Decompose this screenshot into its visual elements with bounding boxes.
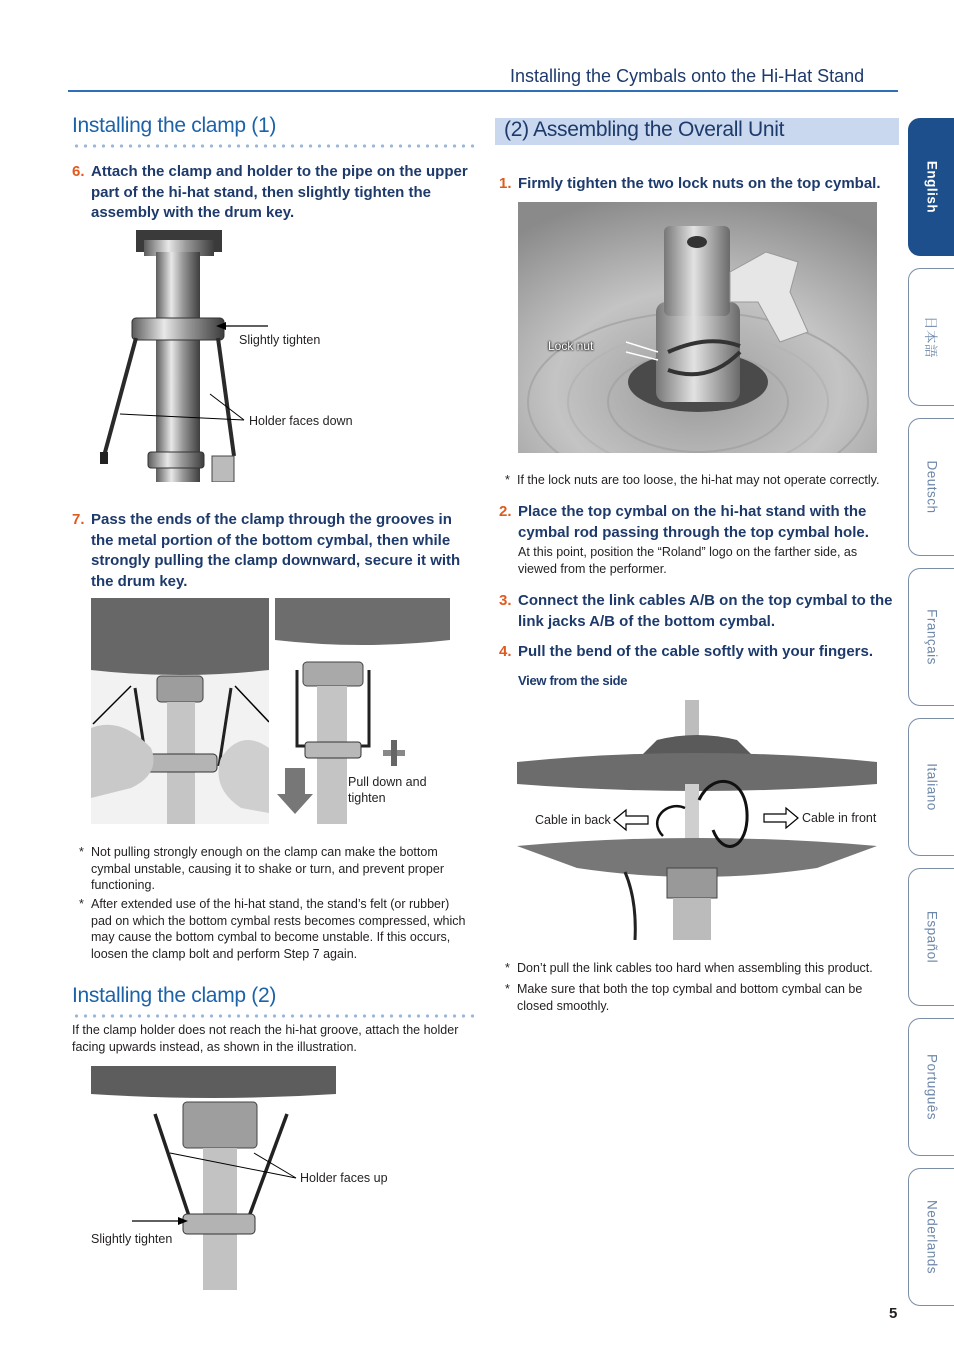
step-r4-number: 4. bbox=[499, 643, 512, 660]
step-r2-text: Place the top cymbal on the hi-hat stand with the cymbal rod passing through the top cymbal hole. bbox=[518, 503, 869, 541]
step-r4 bbox=[499, 642, 899, 663]
step-7-number: 7. bbox=[72, 511, 85, 528]
step-r2-number: 2. bbox=[499, 503, 512, 520]
step-6 bbox=[72, 162, 472, 224]
label-cable-in-back: Cable in back bbox=[535, 813, 611, 827]
label-cable-in-front: Cable in front bbox=[802, 811, 877, 825]
section-title-clamp-1: Installing the clamp (1) bbox=[72, 114, 277, 137]
view-from-side-label: View from the side bbox=[518, 673, 628, 688]
arrow-left-icon bbox=[612, 808, 652, 832]
step-r1 bbox=[499, 174, 899, 195]
photo-pulling-clamp bbox=[91, 598, 269, 824]
page-number: 5 bbox=[889, 1305, 898, 1322]
photo-hands-clamp bbox=[91, 598, 269, 824]
tab-nederlands[interactable]: Nederlands bbox=[908, 1168, 954, 1306]
step-6-number: 6. bbox=[72, 163, 85, 180]
label-pull-down-line2: tighten bbox=[348, 791, 386, 805]
tab-italiano[interactable]: Italiano bbox=[908, 718, 954, 856]
lock-nut-illustration bbox=[518, 202, 877, 453]
label-pull-down-tighten bbox=[348, 774, 427, 806]
note-right-1: * Don’t pull the link cables too hard when assembling this product. bbox=[505, 960, 899, 977]
step-6-text: Attach the clamp and holder to the pipe on the upper part of the hi-hat stand, then slightly tighten the assembly with the drum key. bbox=[91, 163, 468, 221]
note-left-2-text: After extended use of the hi-hat stand, the stand’s felt (or rubber) pad on which the bottom cymbal rests becomes compressed, which may cause the bottom cymbal to become unstable. If this occurs, loosen the clamp bolt and perform Step 7 again. bbox=[91, 897, 466, 961]
step-r4-text: Pull the bend of the cable softly with your fingers. bbox=[518, 643, 874, 660]
note-left-1: * Not pulling strongly enough on the clamp can make the bottom cymbal unstable, causing it to shake or turn, and prevent proper functioning. bbox=[79, 844, 473, 894]
tab-espanol[interactable]: Español bbox=[908, 868, 954, 1006]
tab-portugues[interactable]: Português bbox=[908, 1018, 954, 1156]
note-right-lock: * If the lock nuts are too loose, the hi-hat may not operate correctly. bbox=[505, 472, 899, 489]
section-2-description: If the clamp holder does not reach the hi-hat groove, attach the holder facing upwards instead, as shown in the illustration. bbox=[72, 1023, 459, 1054]
note-right-lock-text: If the lock nuts are too loose, the hi-hat may not operate correctly. bbox=[517, 473, 880, 487]
figure-3-leader-lines bbox=[130, 1150, 305, 1230]
label-slightly-tighten-2: Slightly tighten bbox=[91, 1232, 173, 1246]
note-right-2: * Make sure that both the top cymbal and bottom cymbal can be closed smoothly. bbox=[505, 981, 899, 1014]
note-left-2: * After extended use of the hi-hat stand, the stand’s felt (or rubber) pad on which the bottom cymbal rests becomes compressed, which may cause the bottom cymbal to become unstable. If this occurs, loosen the clamp bolt and perform Step 7 again. bbox=[79, 896, 473, 962]
note-left-1-text: Not pulling strongly enough on the clamp can make the bottom cymbal unstable, causing it to shake or turn, and prevent proper functioning. bbox=[91, 845, 444, 892]
tab-japanese[interactable]: 日本語 bbox=[908, 268, 954, 406]
step-r3 bbox=[499, 591, 899, 632]
tab-english[interactable]: English bbox=[908, 118, 954, 256]
label-holder-faces-down: Holder faces down bbox=[249, 414, 353, 428]
label-holder-faces-up: Holder faces up bbox=[300, 1171, 388, 1185]
step-r3-number: 3. bbox=[499, 592, 512, 609]
dotted-rule-2 bbox=[72, 1014, 474, 1018]
step-7 bbox=[72, 510, 472, 592]
page-header-title: Installing the Cymbals onto the Hi-Hat Stand bbox=[510, 66, 865, 86]
note-right-2-text: Make sure that both the top cymbal and bottom cymbal can be closed smoothly. bbox=[517, 982, 863, 1013]
label-slightly-tighten: Slightly tighten bbox=[239, 333, 321, 347]
dotted-rule bbox=[72, 144, 474, 148]
tab-deutsch[interactable]: Deutsch bbox=[908, 418, 954, 556]
label-lock-nut: Lock nut bbox=[548, 339, 594, 353]
tab-francais[interactable]: Français bbox=[908, 568, 954, 706]
label-pull-down-line1: Pull down and bbox=[348, 775, 427, 789]
section-title-overall-unit: (2) Assembling the Overall Unit bbox=[504, 118, 785, 141]
step-7-text: Pass the ends of the clamp through the grooves in the metal portion of the bottom cymbal, then while strongly pulling the clamp downward, secure it with the drum key. bbox=[91, 511, 461, 590]
step-r1-number: 1. bbox=[499, 175, 512, 192]
arrow-right-icon bbox=[760, 806, 800, 830]
step-r3-text: Connect the link cables A/B on the top cymbal to the link jacks A/B of the bottom cymbal. bbox=[518, 592, 893, 630]
photo-lock-nut bbox=[518, 202, 877, 453]
note-right-1-text: Don’t pull the link cables too hard when assembling this product. bbox=[517, 961, 873, 975]
step-r2 bbox=[499, 502, 899, 577]
step-r1-text: Firmly tighten the two lock nuts on the top cymbal. bbox=[518, 175, 881, 192]
step-r2-subtext: At this point, position the “Roland” logo on the farther side, as viewed from the performer. bbox=[518, 545, 858, 576]
header-rule bbox=[68, 90, 898, 92]
section-title-clamp-2: Installing the clamp (2) bbox=[72, 984, 277, 1007]
